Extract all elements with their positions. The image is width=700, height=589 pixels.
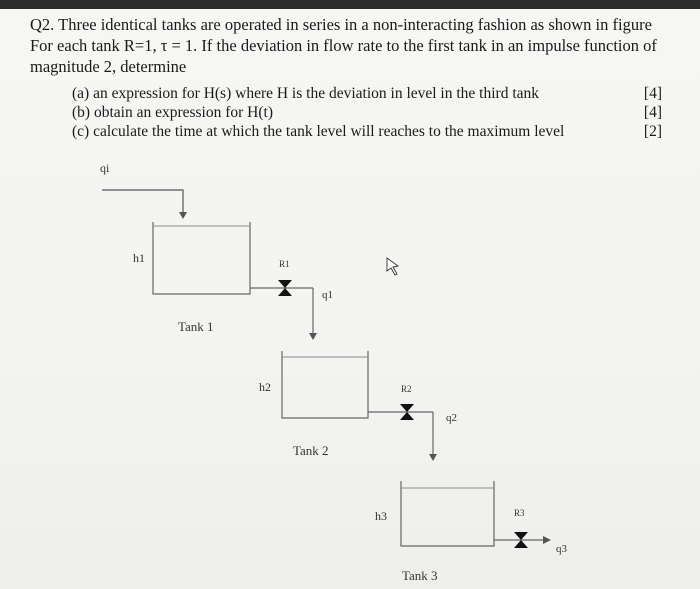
q3-label: q3: [556, 543, 567, 555]
q1-label: q1: [322, 289, 333, 301]
q2-arrowhead-icon: [429, 454, 437, 461]
tank2-walls: [282, 351, 368, 418]
tank1-level-label: h1: [133, 251, 145, 265]
tank3-walls: [401, 481, 494, 546]
tank1-walls: [153, 222, 250, 294]
tank3-name: Tank 3: [402, 568, 438, 583]
tank2-name: Tank 2: [293, 443, 329, 458]
inflow-arrowhead-icon: [179, 212, 187, 219]
q2-label: q2: [446, 412, 457, 424]
question-line-3: magnitude 2, determine: [30, 57, 187, 76]
tank3-level-label: h3: [375, 509, 387, 523]
part-c-marks: [2]: [643, 123, 662, 140]
inflow-pipe: [102, 190, 183, 215]
valve-r3-label: R3: [514, 508, 525, 518]
q1-arrowhead-icon: [309, 333, 317, 340]
part-a-text: (a) an expression for H(s) where H is the deviation in level in the third tank: [72, 85, 540, 102]
question-line-2: For each tank R=1, τ = 1. If the deviation in flow rate to the first tank in an impulse function of: [30, 36, 657, 55]
inflow-label: qi: [100, 161, 110, 175]
part-b-text: (b) obtain an expression for H(t): [72, 104, 274, 121]
q3-arrowhead-icon: [543, 536, 551, 544]
valve-r2-label: R2: [401, 384, 412, 394]
part-c-text: (c) calculate the time at which the tank level will reaches to the maximum level: [72, 123, 565, 140]
valve-r1-label: R1: [279, 259, 290, 269]
tank2-level-label: h2: [259, 380, 271, 394]
mouse-cursor-icon: [387, 258, 398, 275]
part-b-marks: [4]: [643, 104, 662, 121]
part-a-marks: [4]: [643, 85, 662, 102]
question-line-1: Q2. Three identical tanks are operated in series in a non-interacting fashion as shown in figure: [30, 15, 652, 34]
tank1-name: Tank 1: [178, 319, 214, 334]
